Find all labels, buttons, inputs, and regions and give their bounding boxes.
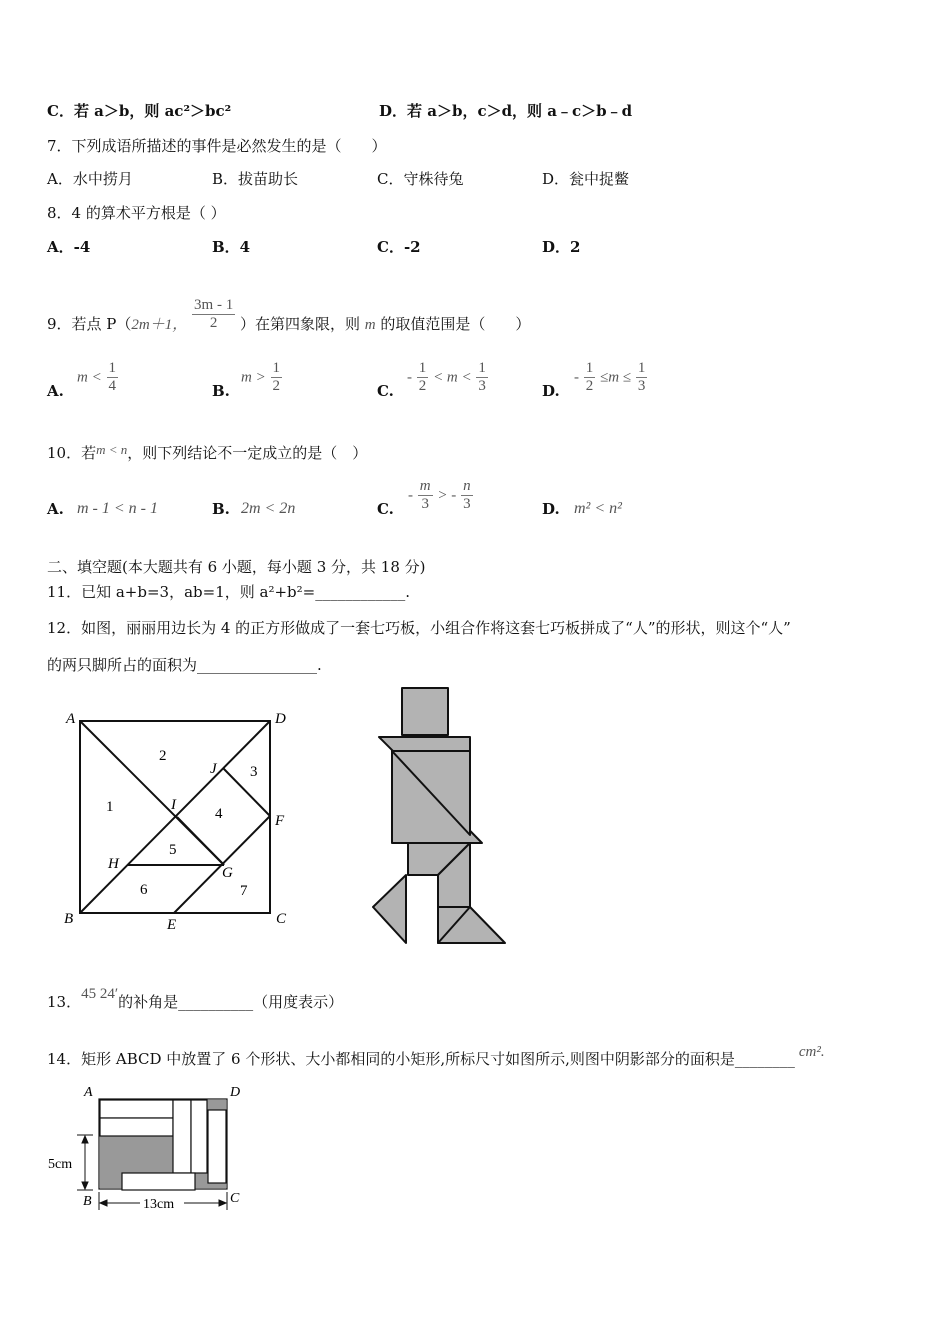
small-rect-1	[100, 1100, 173, 1118]
label-b: B	[83, 1194, 92, 1209]
q12-line1: 12．如图，丽丽用边长为 4 的正方形做成了一套七巧板，小组合作将这套七巧板拼成了“人”的形状，则这个“人”	[47, 619, 791, 637]
vertex-f: F	[275, 813, 285, 829]
q7-option-c: C．守株待兔	[377, 170, 464, 188]
q9-stem: 9．若点 P（2m＋1， $\frac{3m - 1}{2}$ ）在第四象限，则 m 的取值范围是（ ）	[47, 297, 531, 333]
q7-option-a: A．水中捞月	[47, 170, 133, 188]
label-width: 13cm	[143, 1197, 175, 1212]
piece-3: 3	[250, 764, 258, 780]
vertex-g: G	[222, 865, 233, 881]
small-rect-5	[208, 1110, 226, 1183]
vertex-j: J	[210, 761, 217, 777]
segment-ig	[177, 817, 224, 865]
q14-stem: 14．矩形 ABCD 中放置了 6 个形状、大小都相同的小矩形,所标尺寸如图所示,则图中阴影部分的面积是________ cm².	[47, 1044, 825, 1068]
q10-option-a: m - 1 < n - 1	[77, 500, 159, 517]
q9-label-a: A.	[47, 382, 64, 400]
piece-4: 4	[215, 806, 223, 822]
piece-1: 1	[106, 799, 114, 815]
q9-label-c: C.	[377, 382, 394, 400]
tangram-square-figure	[60, 705, 300, 955]
q8-option-d: D．2	[542, 238, 581, 256]
q10-label-d: D.	[542, 500, 560, 518]
q10-option-c: - $\frac{m}{3}$ > - $\frac{n}{3}$	[408, 478, 471, 512]
piece-6: 6	[140, 882, 148, 898]
q13: 13．45 24′的补角是__________（用度表示）	[47, 986, 344, 1011]
small-rect-2	[100, 1118, 173, 1136]
q7-option-d: D．瓮中捉鳖	[542, 170, 630, 188]
label-d: D	[230, 1085, 241, 1100]
small-rect-6	[122, 1173, 195, 1190]
piece-5: 5	[169, 842, 177, 858]
vertex-d: D	[275, 711, 286, 727]
q9-option-a: m < $\frac{1}{4}$	[77, 360, 116, 394]
vertex-a: A	[66, 711, 76, 727]
tangram-person-figure	[370, 685, 510, 945]
vertex-b: B	[64, 911, 74, 927]
vertex-i: I	[171, 797, 176, 813]
vertex-h: H	[108, 856, 119, 872]
section-heading: 二、填空题(本大题共有 6 小题，每小题 3 分，共 18 分)	[47, 558, 426, 576]
vertex-c: C	[276, 911, 287, 927]
q9-option-d: - $\frac{1}{2}$ ≤m ≤ $\frac{1}{3}$	[574, 360, 646, 394]
q6-option-c: C．若 a＞b，则 ac²＞bc²	[47, 102, 232, 120]
q8-option-c: C．-2	[377, 238, 421, 256]
q9-option-c: - $\frac{1}{2}$ < m < $\frac{1}{3}$	[407, 360, 486, 394]
q8-option-b: B．4	[212, 238, 251, 256]
piece-7: 7	[240, 883, 248, 899]
q10-label-c: C.	[377, 500, 394, 518]
small-rect-3	[173, 1100, 191, 1173]
q12-line2: 的两只脚所占的面积为________________.	[47, 656, 322, 674]
q9-label-b: B.	[212, 382, 230, 400]
q9-option-b: m > $\frac{1}{2}$	[241, 360, 280, 394]
label-c: C	[230, 1191, 240, 1206]
head-square	[402, 688, 448, 735]
q7-stem: 7．下列成语所描述的事件是必然发生的是（ ）	[47, 137, 387, 155]
q14-rectangle-figure	[44, 1082, 254, 1217]
q10-label-a: A.	[47, 500, 64, 518]
q10-label-b: B.	[212, 500, 230, 518]
q10-option-b: 2m < 2n	[241, 500, 296, 517]
left-foot	[373, 875, 406, 943]
label-a: A	[84, 1085, 93, 1100]
q8-stem: 8．4 的算术平方根是（ ）	[47, 204, 226, 222]
q8-option-a: A．-4	[47, 238, 91, 256]
q6-option-d: D．若 a＞b，c＞d，则 a﹣c＞b﹣d	[379, 102, 633, 120]
q11: 11．已知 a+b=3，ab=1，则 a²+b²=____________.	[47, 583, 410, 601]
segment-jf	[223, 768, 270, 816]
q10-option-d: m² < n²	[574, 500, 622, 517]
vertex-e: E	[167, 917, 177, 933]
label-height: 5cm	[48, 1157, 73, 1172]
q9-label-d: D.	[542, 382, 560, 400]
q7-option-b: B．拔苗助长	[212, 170, 299, 188]
q10-stem: 10．若m < n，则下列结论不一定成立的是（ ）	[47, 442, 368, 462]
small-rect-4	[191, 1100, 207, 1173]
piece-2: 2	[159, 748, 167, 764]
